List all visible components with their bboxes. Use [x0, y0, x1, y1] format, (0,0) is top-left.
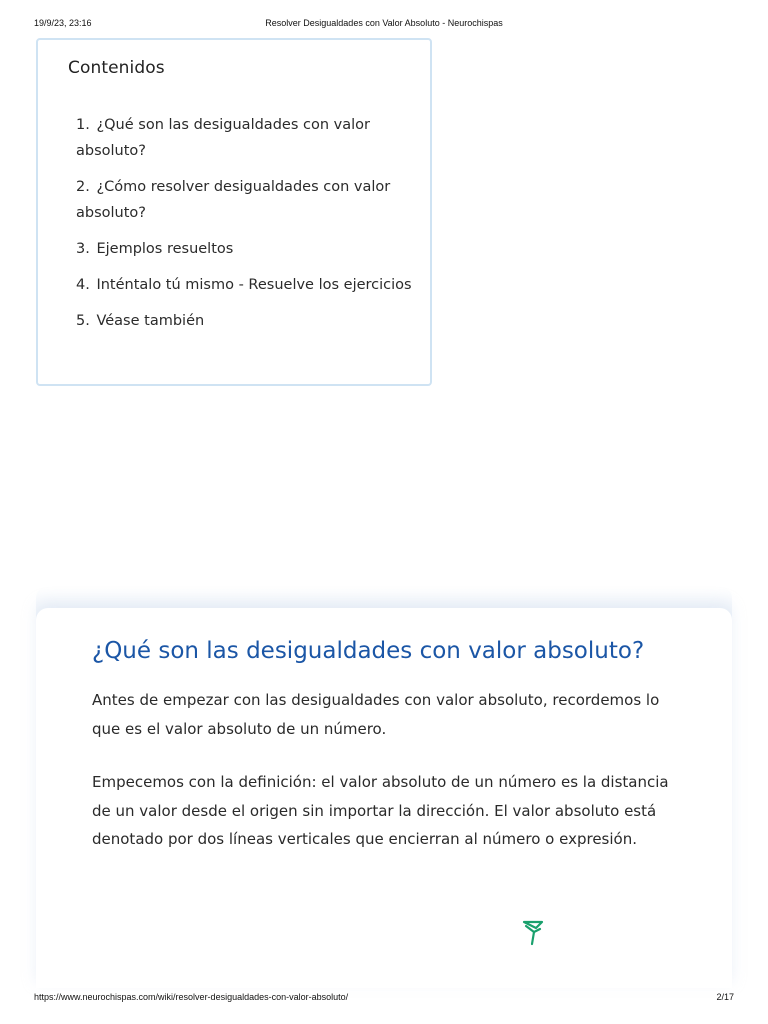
toc-item-number: 1.: [76, 117, 90, 133]
toc-item-3[interactable]: [76, 236, 416, 262]
toc-item-number: 3.: [76, 241, 90, 257]
print-page-number: 2/17: [716, 992, 734, 1002]
toc-item-label[interactable]: ¿Qué son las desigualdades con valor absoluto?: [76, 117, 370, 159]
toc-item-2[interactable]: [76, 174, 416, 226]
toc-item-1[interactable]: [76, 112, 416, 164]
print-page-title: Resolver Desigualdades con Valor Absoluto - Neurochispas: [265, 18, 503, 28]
toc-title: Contenidos: [68, 58, 165, 78]
toc-item-label[interactable]: Inténtalo tú mismo - Resuelve los ejercicios: [96, 277, 412, 293]
toc-item-4[interactable]: [76, 272, 416, 298]
print-header: [0, 18, 768, 32]
toc-item-5[interactable]: [76, 308, 416, 334]
print-footer: [0, 992, 768, 1006]
print-url[interactable]: https://www.neurochispas.com/wiki/resolver-desigualdades-con-valor-absoluto/: [34, 992, 349, 1002]
section-heading: ¿Qué son las desigualdades con valor absoluto?: [92, 638, 645, 664]
paragraph-definition: Empecemos con la definición: el valor absoluto de un número es la distancia de un valor desde el origen sin importar la dirección. El valor absoluto está denotado por dos líneas verticales que encierran al número o expresión.: [92, 773, 669, 848]
print-datetime: 19/9/23, 23:16: [34, 18, 92, 28]
toc-item-label[interactable]: Ejemplos resueltos: [96, 241, 234, 257]
toc-item-number: 4.: [76, 277, 90, 293]
neurochispas-logo-icon: [522, 920, 544, 946]
toc-item-label[interactable]: Véase también: [96, 313, 205, 329]
paragraph-intro: Antes de empezar con las desigualdades con valor absoluto, recordemos lo que es el valor absoluto de un número.: [92, 691, 660, 738]
article-section: [36, 608, 732, 988]
toc-item-number: 2.: [76, 179, 90, 195]
toc-list: [76, 112, 416, 344]
table-of-contents: [36, 38, 432, 386]
toc-item-number: 5.: [76, 313, 90, 329]
toc-item-label[interactable]: ¿Cómo resolver desigualdades con valor absoluto?: [76, 179, 391, 221]
